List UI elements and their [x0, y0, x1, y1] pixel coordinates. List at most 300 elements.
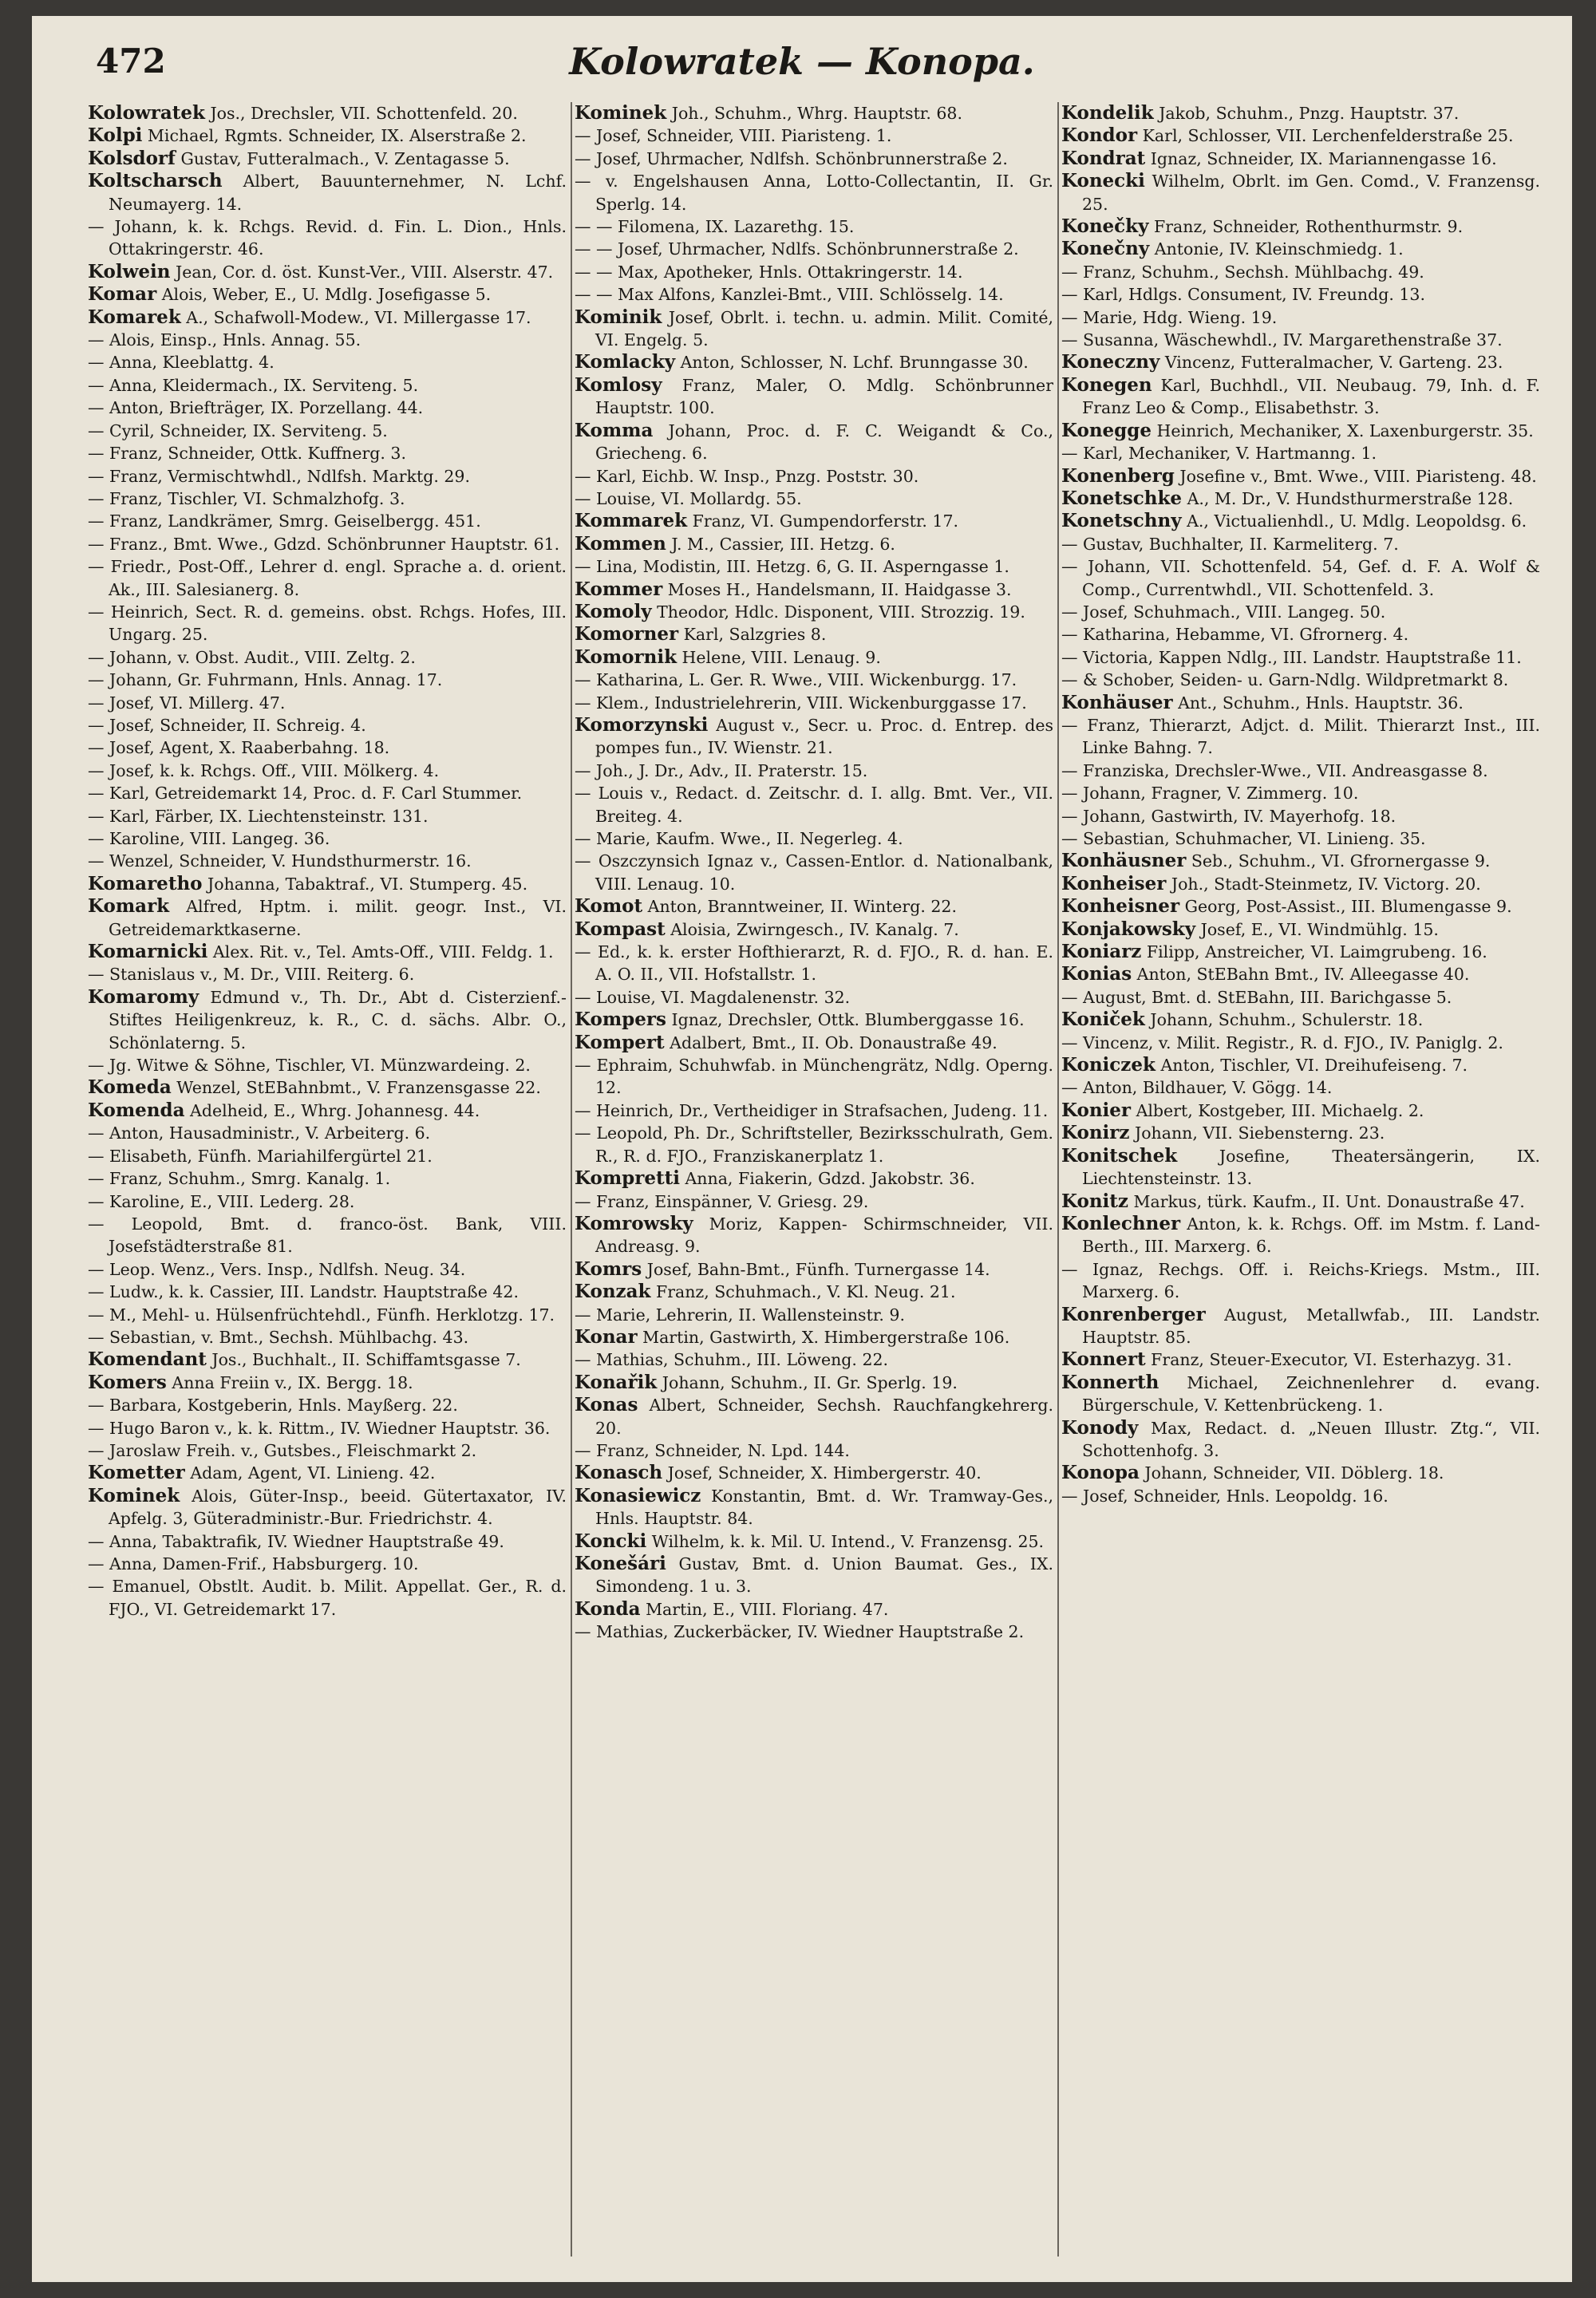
- entry-surname: Kominek: [88, 1484, 180, 1506]
- directory-entry: [1061, 1372, 1540, 1417]
- directory-entry: [88, 827, 567, 850]
- entry-details: Albert, Bauunternehmer, N. Lchf. Neumayerg. 14.: [109, 172, 567, 214]
- entry-details: — Karl, Hdlgs. Consument, IV. Freundg. 13.: [1061, 285, 1425, 305]
- entry-details: Johann, Schneider, VII. Döblerg. 18.: [1139, 1463, 1444, 1483]
- directory-entry: [88, 873, 567, 895]
- directory-entry: [88, 714, 567, 736]
- entry-details: — Franz, Schneider, Ottk. Kuffnerg. 3.: [88, 444, 406, 464]
- entry-details: — Mathias, Zuckerbäcker, IV. Wiedner Hauptstraße 2.: [575, 1622, 1025, 1642]
- entry-details: Jos., Drechsler, VII. Schottenfeld. 20.: [204, 104, 518, 123]
- entry-surname: Kompert: [575, 1031, 665, 1053]
- directory-entry: [88, 736, 567, 759]
- entry-details: — Anna, Tabaktrafik, IV. Wiedner Hauptstraße 49.: [88, 1531, 504, 1551]
- directory-entry: [575, 533, 1053, 555]
- directory-entry: [1061, 1032, 1540, 1054]
- entry-details: Michael, Rgmts. Schneider, IX. Alserstraße 2.: [142, 126, 527, 146]
- directory-entry: [575, 374, 1053, 420]
- directory-entry: [575, 1258, 1053, 1281]
- directory-entry: [1061, 963, 1540, 985]
- entry-surname: Kommen: [575, 532, 666, 555]
- directory-entry: [575, 261, 1053, 283]
- directory-entry: [575, 578, 1053, 601]
- directory-entry: [575, 601, 1053, 623]
- directory-entry: [575, 623, 1053, 646]
- entry-surname: Konasch: [575, 1462, 663, 1484]
- entry-details: Edmund v., Th. Dr., Abt d. Cisterzienf.-Stiftes Heiligenkreuz, k. R., C. d. sächs. Albr. O., Schönlaterng. 5.: [109, 987, 567, 1052]
- entry-surname: Kolowratek: [88, 102, 205, 124]
- directory-entry: [575, 646, 1053, 669]
- directory-entry: [1061, 714, 1540, 760]
- entry-surname: Koltscharsch: [88, 170, 223, 192]
- directory-entry: [1061, 1054, 1540, 1076]
- directory-entry: [1061, 148, 1540, 170]
- directory-entry: [1061, 442, 1540, 464]
- directory-entry: [88, 420, 567, 442]
- directory-entry: [1061, 918, 1540, 941]
- directory-entry: [1061, 782, 1540, 804]
- directory-entry: [88, 1213, 567, 1258]
- entry-details: — Friedr., Post-Off., Lehrer d. engl. Sprache a. d. orient. Ak., III. Salesianerg. 8.: [88, 557, 567, 599]
- entry-surname: Konhäuser: [1061, 691, 1173, 713]
- entry-details: Josef, E., VI. Windmühlg. 15.: [1195, 919, 1439, 939]
- entry-details: Johann, Proc. d. F. C. Weigandt & Co., Griecheng. 6.: [595, 421, 1053, 464]
- entry-surname: Kolpi: [88, 124, 143, 147]
- entry-details: Johann, Schuhm., II. Gr. Sperlg. 19.: [657, 1372, 958, 1392]
- entry-surname: Komorner: [575, 623, 679, 646]
- entry-surname: Kommarek: [575, 510, 688, 532]
- entry-details: — Anton, Briefträger, IX. Porzellang. 44.: [88, 398, 424, 418]
- entry-details: — Franz, Schuhm., Sechsh. Mühlbachg. 49.: [1061, 262, 1424, 282]
- entry-details: — Franz., Bmt. Wwe., Gdzd. Schönbrunner Hauptstr. 61.: [88, 534, 560, 554]
- entry-details: — Louis v., Redact. d. Zeitschr. d. I. allg. Bmt. Ver., VII. Breiteg. 4.: [575, 784, 1053, 826]
- directory-entry: [1061, 850, 1540, 872]
- entry-surname: Komarnicki: [88, 941, 208, 963]
- entry-details: — Josef, Schneider, Hnls. Leopoldg. 16.: [1061, 1486, 1389, 1506]
- directory-entry: [88, 510, 567, 532]
- directory-entry: [88, 215, 567, 261]
- entry-details: Alois, Güter-Insp., beeid. Gütertaxator, IV. Apfelg. 3, Güteradministr.-Bur. Friedrichstr. 4.: [109, 1486, 567, 1529]
- entry-surname: Konenberg: [1061, 464, 1175, 487]
- entry-details: — Ludw., k. k. Cassier, III. Landstr. Hauptstraße 42.: [88, 1282, 519, 1302]
- entry-details: — Klem., Industrielehrerin, VIII. Wickenburggasse 17.: [575, 693, 1027, 713]
- entry-details: — Josef, Schuhmach., VIII. Langeg. 50.: [1061, 602, 1386, 622]
- directory-entry: [88, 1394, 567, 1416]
- entry-details: August v., Secr. u. Proc. d. Entrep. des pompes fun., IV. Wienstr. 21.: [595, 715, 1053, 758]
- entry-details: — Leopold, Bmt. d. franco-öst. Bank, VIII. Josefstädterstraße 81.: [88, 1214, 567, 1257]
- directory-entry: [88, 465, 567, 488]
- entry-details: Josefine v., Bmt. Wwe., VIII. Piaristeng. 48.: [1174, 466, 1537, 486]
- directory-page: [32, 16, 1572, 2282]
- entry-details: — Sebastian, Schuhmacher, VI. Linieng. 35.: [1061, 829, 1426, 848]
- entry-details: Seb., Schuhm., VI. Gfrornergasse 9.: [1186, 851, 1491, 871]
- directory-entry: [1061, 510, 1540, 532]
- directory-entry: [575, 1621, 1053, 1643]
- entry-surname: Konečny: [1061, 238, 1150, 260]
- directory-entry: [1061, 1304, 1540, 1349]
- directory-entry: [88, 1348, 567, 1371]
- directory-entry: [88, 850, 567, 872]
- directory-entry: [1061, 1462, 1540, 1484]
- entry-surname: Kondrat: [1061, 147, 1146, 169]
- entry-details: Johanna, Tabaktraf., VI. Stumperg. 45.: [202, 874, 528, 894]
- entry-surname: Komrowsky: [575, 1212, 693, 1234]
- directory-entry: [575, 306, 1053, 352]
- directory-entry: [88, 306, 567, 329]
- entry-details: Josef, Schneider, X. Himbergerstr. 40.: [662, 1463, 982, 1483]
- directory-entry: [575, 1054, 1053, 1100]
- entry-details: — Franz, Thierarzt, Adjct. d. Milit. Thierarzt Inst., III. Linke Bahng. 7.: [1061, 715, 1540, 758]
- directory-entry: [1061, 215, 1540, 238]
- directory-entry: [88, 374, 567, 397]
- directory-entry: [88, 1530, 567, 1553]
- directory-entry: [575, 1190, 1053, 1213]
- directory-entry: [575, 351, 1053, 373]
- entry-surname: Konirz: [1061, 1122, 1130, 1144]
- entry-surname: Kominik: [575, 306, 662, 328]
- entry-surname: Komornik: [575, 646, 678, 668]
- entry-details: — Victoria, Kappen Ndlg., III. Landstr. Hauptstraße 11.: [1061, 647, 1522, 667]
- directory-entry: [1061, 1009, 1540, 1031]
- entry-surname: Kolwein: [88, 260, 171, 282]
- entry-details: — Leop. Wenz., Vers. Insp., Ndlfsh. Neug. 34.: [88, 1259, 466, 1279]
- entry-details: — Franz, Einspänner, V. Griesg. 29.: [575, 1191, 869, 1211]
- entry-details: Filipp, Anstreicher, VI. Laimgrubeng. 16.: [1141, 942, 1487, 962]
- entry-surname: Kolsdorf: [88, 147, 176, 169]
- entry-details: Alfred, Hptm. i. milit. geogr. Inst., VI. Getreidemarktkaserne.: [109, 897, 567, 939]
- directory-entry: [88, 782, 567, 804]
- entry-details: A., Schafwoll-Modew., VI. Millergasse 17.: [180, 307, 531, 327]
- entry-details: Gustav, Bmt. d. Union Baumat. Ges., IX. Simondeng. 1 u. 3.: [595, 1554, 1053, 1597]
- directory-entry: [1061, 827, 1540, 850]
- directory-entry: [1061, 895, 1540, 918]
- directory-entry: [88, 1304, 567, 1326]
- entry-details: Wilhelm, Obrlt. im Gen. Comd., V. Franzensg. 25.: [1082, 172, 1540, 214]
- directory-entry: [88, 1145, 567, 1167]
- directory-entry: [88, 442, 567, 464]
- entry-details: — Cyril, Schneider, IX. Serviteng. 5.: [88, 421, 388, 440]
- directory-entry: [1061, 488, 1540, 510]
- entry-details: J. M., Cassier, III. Hetzg. 6.: [666, 534, 895, 554]
- directory-entry: [1061, 124, 1540, 147]
- entry-surname: Konasiewicz: [575, 1484, 701, 1506]
- entry-details: Theodor, Hdlc. Disponent, VIII. Strozzig. 19.: [651, 602, 1025, 622]
- entry-details: — Marie, Kaufm. Wwe., II. Negerleg. 4.: [575, 829, 903, 848]
- entry-details: Jean, Cor. d. öst. Kunst-Ver., VIII. Alserstr. 47.: [170, 262, 554, 282]
- entry-details: — Jg. Witwe & Söhne, Tischler, VI. Münzwardeing. 2.: [88, 1056, 531, 1076]
- directory-entry: [1061, 374, 1540, 420]
- directory-entry: [1061, 1485, 1540, 1507]
- entry-details: Albert, Kostgeber, III. Michaelg. 2.: [1131, 1100, 1424, 1120]
- entry-surname: Kondelik: [1061, 102, 1154, 124]
- entry-details: — Josef, Schneider, VIII. Piaristeng. 1.: [575, 126, 892, 146]
- entry-surname: Komaretho: [88, 872, 203, 894]
- directory-entry: [1061, 306, 1540, 329]
- entry-details: A., M. Dr., V. Hundsthurmerstraße 128.: [1182, 488, 1514, 508]
- directory-entry: [575, 124, 1053, 147]
- entry-details: — Anna, Kleidermach., IX. Serviteng. 5.: [88, 375, 419, 395]
- entry-details: Anton, Schlosser, N. Lchf. Brunngasse 30.: [675, 353, 1029, 373]
- entry-details: Jos., Buchhalt., II. Schiffamtsgasse 7.: [206, 1350, 521, 1370]
- directory-entry: [88, 102, 567, 124]
- entry-details: Karl, Buchhdl., VII. Neubaug. 79, Inh. d. F. Franz Leo & Comp., Elisabethstr. 3.: [1082, 375, 1540, 418]
- directory-entry: [1061, 873, 1540, 895]
- entry-details: — August, Bmt. d. StEBahn, III. Barichgasse 5.: [1061, 987, 1452, 1007]
- entry-details: Moses H., Handelsmann, II. Haidgasse 3.: [662, 579, 1012, 599]
- directory-entry: [575, 1032, 1053, 1054]
- directory-entry: [88, 1076, 567, 1099]
- directory-entry: [1061, 1258, 1540, 1304]
- entry-details: Gustav, Futteralmach., V. Zentagasse 5.: [175, 148, 510, 168]
- entry-details: Johann, Schuhm., Schulerstr. 18.: [1144, 1010, 1424, 1030]
- entry-surname: Kompast: [575, 918, 666, 940]
- directory-entry: [88, 1167, 567, 1190]
- entry-details: — Ephraim, Schuhwfab. in Münchengrätz, Ndlg. Operng. 12.: [575, 1056, 1053, 1098]
- directory-entry: [88, 148, 567, 170]
- directory-entry: [575, 1530, 1053, 1553]
- directory-entry: [575, 1598, 1053, 1621]
- entry-surname: Kondor: [1061, 124, 1138, 147]
- entry-details: Anna, Fiakerin, Gdzd. Jakobstr. 36.: [679, 1169, 975, 1189]
- entry-surname: Kommer: [575, 578, 663, 600]
- directory-entry: [1061, 555, 1540, 601]
- directory-entry: [575, 510, 1053, 532]
- entry-surname: Konier: [1061, 1099, 1132, 1121]
- entry-details: — — Max, Apotheker, Hnls. Ottakringerstr. 14.: [575, 262, 963, 282]
- entry-details: Adalbert, Bmt., II. Ob. Donaustraße 49.: [664, 1033, 998, 1052]
- directory-entry: [575, 488, 1053, 510]
- entry-details: Adelheid, E., Whrg. Johannesg. 44.: [184, 1100, 480, 1120]
- entry-details: — Vincenz, v. Milit. Registr., R. d. FJO., IV. Paniglg. 2.: [1061, 1033, 1503, 1052]
- directory-entry: [88, 1372, 567, 1394]
- entry-surname: Komrs: [575, 1258, 642, 1280]
- entry-surname: Komaromy: [88, 985, 200, 1008]
- entry-details: — Wenzel, Schneider, V. Hundsthurmerstr. 16.: [88, 851, 472, 871]
- directory-entry: [88, 1575, 567, 1621]
- directory-entry: [575, 1326, 1053, 1348]
- directory-entry: [1061, 533, 1540, 555]
- entry-details: Franz, VI. Gumpendorferstr. 17.: [687, 511, 959, 531]
- directory-entry: [1061, 283, 1540, 306]
- entry-details: — v. Engelshausen Anna, Lotto-Collectantin, II. Gr. Sperlg. 14.: [575, 172, 1053, 214]
- directory-entry: [1061, 1145, 1540, 1190]
- entry-surname: Koniarz: [1061, 941, 1142, 963]
- directory-entry: [1061, 646, 1540, 669]
- directory-entry: [1061, 941, 1540, 963]
- directory-entry: [575, 102, 1053, 124]
- directory-entry: [575, 1100, 1053, 1122]
- directory-entry: [1061, 1122, 1540, 1144]
- directory-entry: [88, 1281, 567, 1303]
- directory-entry: [575, 215, 1053, 238]
- directory-entry: [575, 986, 1053, 1009]
- directory-entry: [88, 760, 567, 782]
- directory-entry: [88, 1054, 567, 1076]
- entry-details: Josef, Bahn-Bmt., Fünfh. Turnergasse 14.: [642, 1259, 990, 1279]
- entry-details: — Karl, Mechaniker, V. Hartmanng. 1.: [1061, 444, 1377, 464]
- entry-surname: Konheisner: [1061, 895, 1180, 918]
- entry-details: — Lina, Modistin, III. Hetzg. 6, G. II. Asperngasse 1.: [575, 557, 1009, 577]
- entry-surname: Komorzynski: [575, 713, 709, 736]
- entry-surname: Komers: [88, 1371, 167, 1393]
- entry-details: — Gustav, Buchhalter, II. Karmeliterg. 7.: [1061, 534, 1399, 554]
- entry-details: — Karoline, VIII. Langeg. 36.: [88, 829, 330, 848]
- entry-details: — Mathias, Schuhm., III. Löweng. 22.: [575, 1350, 889, 1370]
- directory-entry: [88, 1326, 567, 1348]
- entry-surname: Komot: [575, 895, 643, 918]
- directory-entry: [1061, 465, 1540, 488]
- directory-entry: [1061, 329, 1540, 351]
- directory-entry: [575, 555, 1053, 578]
- entry-surname: Komenda: [88, 1099, 185, 1121]
- entry-details: Joh., Stadt-Steinmetz, IV. Victorg. 20.: [1166, 874, 1481, 894]
- entry-details: — — Josef, Uhrmacher, Ndlfs. Schönbrunnerstraße 2.: [575, 239, 1019, 259]
- entry-details: Martin, E., VIII. Floriang. 47.: [640, 1599, 889, 1619]
- directory-entry: [88, 601, 567, 646]
- entry-details: Antonie, IV. Kleinschmiedg. 1.: [1149, 239, 1404, 259]
- directory-entry: [575, 465, 1053, 488]
- entry-surname: Konitschek: [1061, 1144, 1178, 1167]
- directory-entry: [575, 1009, 1053, 1031]
- entry-details: Michael, Zeichnenlehrer d. evang. Bürgerschule, V. Kettenbrückeng. 1.: [1082, 1372, 1540, 1416]
- entry-details: Heinrich, Mechaniker, X. Laxenburgerstr. 35.: [1151, 421, 1534, 440]
- entry-surname: Komlosy: [575, 373, 662, 396]
- entry-details: — Stanislaus v., M. Dr., VIII. Reiterg. 6.: [88, 965, 415, 985]
- entry-details: — Marie, Hdg. Wieng. 19.: [1061, 307, 1278, 327]
- entry-surname: Konecki: [1061, 170, 1145, 192]
- entry-details: — — Max Alfons, Kanzlei-Bmt., VIII. Schlösselg. 14.: [575, 285, 1004, 305]
- entry-surname: Konzak: [575, 1281, 651, 1303]
- entry-details: — Susanna, Wäschewhdl., IV. Margarethenstraße 37.: [1061, 330, 1503, 350]
- directory-entry: [88, 1462, 567, 1484]
- entry-surname: Konegen: [1061, 373, 1152, 396]
- entry-surname: Konetschny: [1061, 510, 1182, 532]
- directory-entry: [88, 1122, 567, 1144]
- directory-entry: [88, 1258, 567, 1281]
- entry-details: Alois, Weber, E., U. Mdlg. Josefigasse 5.: [156, 285, 492, 305]
- directory-entry: [575, 918, 1053, 941]
- entry-details: — Heinrich, Sect. R. d. gemeins. obst. Rchgs. Hofes, III. Ungarg. 25.: [88, 602, 567, 645]
- entry-details: — Karl, Eichb. W. Insp., Pnzg. Poststr. 30.: [575, 466, 919, 486]
- entry-details: — Franziska, Drechsler-Wwe., VII. Andreasgasse 8.: [1061, 760, 1488, 780]
- entry-surname: Konitz: [1061, 1190, 1128, 1212]
- directory-entry: [88, 555, 567, 601]
- directory-entry: [88, 1485, 567, 1530]
- directory-entry: [575, 283, 1053, 306]
- directory-entry: [575, 941, 1053, 986]
- directory-entry: [575, 1167, 1053, 1190]
- directory-entry: [88, 261, 567, 283]
- entry-details: Joh., Schuhm., Whrg. Hauptstr. 68.: [666, 104, 962, 123]
- entry-surname: Konjakowsky: [1061, 918, 1196, 940]
- entry-surname: Konar: [575, 1325, 638, 1348]
- directory-entry: [575, 692, 1053, 714]
- entry-surname: Kominek: [575, 102, 667, 124]
- entry-details: Anton, Branntweiner, II. Winterg. 22.: [642, 897, 957, 917]
- directory-entry: [575, 850, 1053, 895]
- entry-surname: Konopa: [1061, 1462, 1140, 1484]
- entry-details: — Anna, Damen-Frif., Habsburgerg. 10.: [88, 1554, 419, 1573]
- directory-entry: [575, 238, 1053, 260]
- column-2: [575, 102, 1053, 2257]
- directory-entry: [1061, 1076, 1540, 1099]
- entry-details: Anton, Tischler, VI. Dreihufeiseng. 7.: [1155, 1056, 1468, 1076]
- entry-surname: Komlacky: [575, 351, 676, 373]
- entry-surname: Komma: [575, 419, 654, 441]
- directory-entry: [88, 488, 567, 510]
- entry-surname: Komoly: [575, 600, 652, 622]
- entry-details: A., Victualienhdl., U. Mdlg. Leopoldsg. 6.: [1181, 511, 1527, 531]
- entry-details: Ignaz, Schneider, IX. Mariannengasse 16.: [1145, 148, 1497, 168]
- entry-details: — Elisabeth, Fünfh. Mariahilfergürtel 21.: [88, 1146, 433, 1166]
- entry-details: — Anna, Kleeblattg. 4.: [88, 353, 275, 373]
- entry-surname: Konhäusner: [1061, 850, 1187, 872]
- directory-entry: [1061, 351, 1540, 373]
- entry-details: Karl, Salzgries 8.: [678, 625, 827, 645]
- directory-entry: [88, 329, 567, 351]
- directory-entry: [1061, 805, 1540, 827]
- entry-surname: Koniczek: [1061, 1054, 1156, 1076]
- page-number: 472: [96, 41, 166, 81]
- directory-entry: [575, 1304, 1053, 1326]
- entry-details: August, Metallwfab., III. Landstr. Hauptstr. 85.: [1082, 1305, 1540, 1347]
- entry-details: Wenzel, StEBahnbmt., V. Franzensgasse 22.: [171, 1078, 541, 1098]
- entry-details: — Katharina, L. Ger. R. Wwe., VIII. Wickenburgg. 17.: [575, 670, 1017, 690]
- directory-entry: [88, 533, 567, 555]
- entry-details: Anton, StEBahn Bmt., IV. Alleegasse 40.: [1132, 965, 1470, 985]
- entry-surname: Komeda: [88, 1076, 172, 1099]
- directory-entry: [575, 1485, 1053, 1530]
- directory-entry: [575, 714, 1053, 760]
- entry-details: — Karl, Färber, IX. Liechtensteinstr. 131.: [88, 806, 429, 826]
- entry-details: — Ed., k. k. erster Hofthierarzt, R. d. FJO., R. d. han. E. A. O. II., VII. Hofstallstr. 1.: [575, 942, 1053, 985]
- entry-details: — Emanuel, Obstlt. Audit. b. Milit. Appellat. Ger., R. d. FJO., VI. Getreidemarkt 17.: [88, 1577, 567, 1619]
- entry-details: — Barbara, Kostgeberin, Hnls. Mayßerg. 22.: [88, 1396, 458, 1416]
- directory-entry: [1061, 238, 1540, 260]
- directory-entry: [1061, 986, 1540, 1009]
- column-1: [88, 102, 567, 2257]
- column-divider: [571, 102, 572, 2257]
- entry-details: — Karoline, E., VIII. Lederg. 28.: [88, 1191, 355, 1211]
- directory-entry: [88, 895, 567, 941]
- directory-entry: [575, 1372, 1053, 1394]
- entry-surname: Komar: [88, 283, 157, 306]
- directory-entry: [575, 420, 1053, 465]
- entry-surname: Kompretti: [575, 1167, 680, 1190]
- entry-details: Albert, Schneider, Sechsh. Rauchfangkehrerg. 20.: [595, 1396, 1053, 1438]
- entry-surname: Kometter: [88, 1462, 185, 1484]
- entry-details: — Johann, k. k. Rchgs. Revid. d. Fin. L. Dion., Hnls. Ottakringerstr. 46.: [88, 217, 567, 259]
- directory-entry: [88, 351, 567, 373]
- entry-details: — Johann, Gr. Fuhrmann, Hnls. Annag. 17.: [88, 670, 443, 690]
- entry-surname: Koneczny: [1061, 351, 1160, 373]
- entry-details: — Josef, Schneider, II. Schreig. 4.: [88, 715, 366, 735]
- directory-entry: [1061, 170, 1540, 215]
- directory-entry: [575, 1439, 1053, 1462]
- entry-details: — Franz, Schuhm., Smrg. Kanalg. 1.: [88, 1169, 391, 1189]
- directory-entry: [1061, 261, 1540, 283]
- entry-surname: Koniček: [1061, 1009, 1145, 1031]
- entry-surname: Konlechner: [1061, 1212, 1181, 1234]
- entry-surname: Komark: [88, 895, 170, 918]
- entry-surname: Konnerth: [1061, 1371, 1159, 1393]
- entry-surname: Konda: [575, 1597, 641, 1620]
- entry-details: — Joh., J. Dr., Adv., II. Praterstr. 15.: [575, 760, 868, 780]
- directory-entry: [1061, 1190, 1540, 1213]
- directory-entry: [575, 148, 1053, 170]
- directory-entry: [88, 669, 567, 691]
- directory-entry: [88, 941, 567, 963]
- entry-details: Max, Redact. d. „Neuen Illustr. Ztg.“, VII. Schottenhofg. 3.: [1082, 1418, 1540, 1460]
